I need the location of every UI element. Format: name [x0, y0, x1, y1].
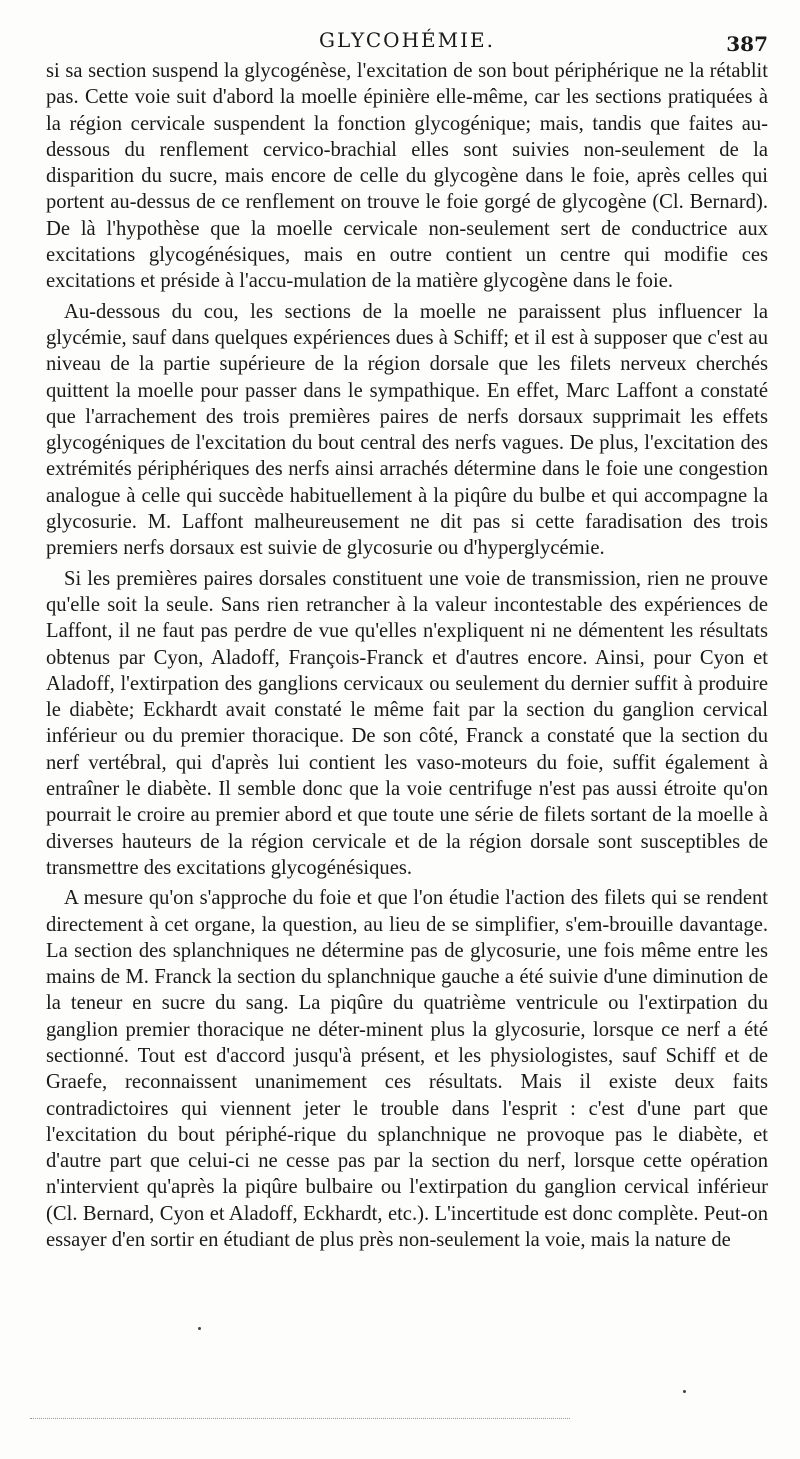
running-head: [46, 28, 768, 60]
paragraph-1: si sa section suspend la glycogénèse, l'excitation de son bout périphérique ne la rétablit pas. Cette voie suit d'abord la moelle épinière elle-même, car les sections pratiquées à la région cervicale suspendent la fonction glycogénique; mais, tandis que faites au-dessous du renflement cervico-brachial elles sont suivies non-seulement de la disparition du sucre, mais encore de celle du glycogène dans le foie, après celles qui portent au-dessus de ce renflement on trouve le foie gorgé de glycogène (Cl. Bernard). De là l'hypothèse que la moelle cervicale non-seulement sert de conductrice aux excitations glycogénésiques, mais en outre contient un centre qui modifie ces excitations et préside à l'accu-mulation de la matière glycogène dans le foie.: [46, 60, 768, 293]
print-speck: [198, 1327, 201, 1330]
print-speck: [683, 1390, 686, 1393]
body-text: [46, 58, 768, 1253]
footer-rule: [30, 1418, 570, 1419]
page-number: 387: [726, 32, 768, 56]
paragraph-3: Si les premières paires dorsales constituent une voie de transmission, rien ne prouve qu'elle soit la seule. Sans rien retrancher à la valeur incontestable des expériences de Laffont, il ne faut pas perdre de vue qu'elles n'expliquent ni ne démentent les résultats obtenus par Cyon, Aladoff, François-Franck et d'autres encore. Ainsi, pour Cyon et Aladoff, l'extirpation des ganglions cervicaux ou seulement du dernier suffit à produire le diabète; Eckhardt avait constaté le même fait par la section du ganglion cervical inférieur ou du premier thoracique. De son côté, Franck a constaté que la section du nerf vertébral, qui d'après lui contient les vaso-moteurs du foie, suffit également à entraîner le diabète. Il semble donc que la voie centrifuge n'est pas aussi étroite qu'on pourrait le croire au premier abord et que toute une série de filets sortant de la moelle à diverses hauteurs de la région cervicale et de la région dorsale sont susceptibles de transmettre des excitations glycogénésiques.: [46, 567, 768, 879]
running-title: GLYCOHÉMIE.: [319, 28, 495, 52]
paragraph-2: Au-dessous du cou, les sections de la moelle ne paraissent plus influencer la glycémie, sauf dans quelques expériences dues à Schiff; et il est à supposer que c'est au niveau de la partie supérieure de la région dorsale que les filets nerveux cherchés quittent la moelle pour passer dans le sympathique. En effet, Marc Laffont a constaté que l'arrachement des trois premières paires de nerfs dorsaux supprimait les effets glycogéniques de l'excitation du bout central des nerfs vagues. De plus, l'excitation des extrémités périphériques des nerfs ainsi arrachés détermine dans le foie une congestion analogue à celle qui succède habituellement à la piqûre du bulbe et qui accompagne la glycosurie. M. Laffont malheureusement ne dit pas si cette faradisation des trois premiers nerfs dorsaux est suivie de glycosurie ou d'hyperglycémie.: [46, 300, 768, 560]
paragraph-4: A mesure qu'on s'approche du foie et que l'on étudie l'action des filets qui se rendent directement à cet organe, la question, au lieu de se simplifier, s'em-brouille davantage. La section des splanchniques ne détermine pas de glycosurie, une fois même entre les mains de M. Franck la section du splanchnique gauche a été suivie d'une diminution de la teneur en sucre du sang. La piqûre du quatrième ventricule ou l'extirpation du ganglion premier thoracique ne déter-minent plus la glycosurie, lorsque ce nerf a été sectionné. Tout est d'accord jusqu'à présent, et les physiologistes, sauf Schiff et de Graefe, reconnaissent unanimement ces résultats. Mais il existe deux faits contradictoires qui viennent jeter le trouble dans l'esprit : c'est d'une part que l'excitation du bout périphé-rique du splanchnique ne provoque pas le diabète, et d'autre part que celui-ci ne cesse pas par la section du nerf, lorsque cette opération n'intervient qu'après la piqûre bulbaire ou l'extirpation du ganglion cervical inférieur (Cl. Bernard, Cyon et Aladoff, Eckhardt, etc.). L'incertitude est donc complète. Peut-on essayer d'en sortir en étudiant de plus près non-seulement la voie, mais la nature de: [46, 887, 768, 1252]
